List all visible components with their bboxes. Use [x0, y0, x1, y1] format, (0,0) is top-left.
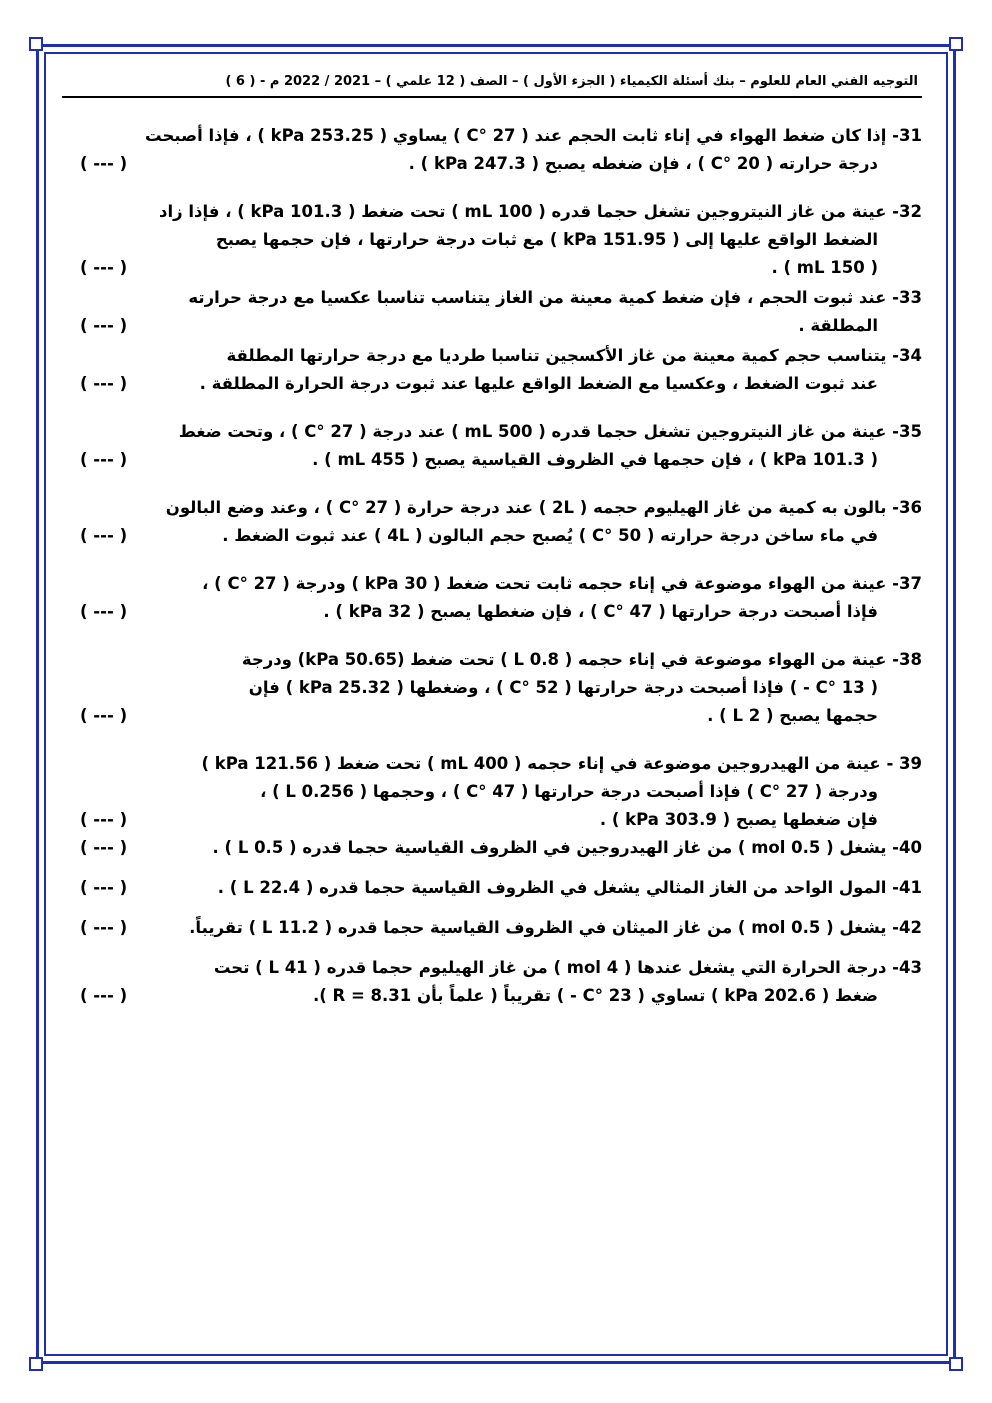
question-line: فإذا أصبحت درجة حرارتها ( 47 °C ) ، فإن ضغطها يصبح ( 32 kPa ) .: [323, 602, 878, 621]
question-line: عند ثبوت الضغط ، وعكسيا مع الضغط الواقع عليها عند ثبوت درجة الحرارة المطلقة .: [199, 374, 878, 393]
question-36: [62, 494, 922, 550]
question-list: [62, 122, 922, 1010]
question-line: في ماء ساخن درجة حرارته ( 50 °C ) يُصبح حجم البالون ( 4L ) عند ثبوت الضغط .: [222, 526, 878, 545]
answer-blank[interactable]: ( --- ): [80, 918, 128, 937]
question-line: ( 13 °C - ) فإذا أصبحت درجة حرارتها ( 52 °C ) ، وضغطها ( 25.32 kPa ) فإن: [248, 678, 878, 697]
border-corner-ornament: [949, 37, 963, 51]
question-35: [62, 418, 922, 474]
question-34: [62, 342, 922, 398]
answer-blank[interactable]: ( --- ): [80, 878, 128, 897]
border-corner-ornament: [29, 1357, 43, 1371]
question-line: 33- عند ثبوت الحجم ، فإن ضغط كمية معينة من الغاز يتناسب تناسبا عكسيا مع درجة حرارته: [188, 288, 922, 307]
question-line: المطلقة .: [798, 316, 878, 335]
answer-blank[interactable]: ( --- ): [80, 986, 128, 1005]
question-line: 31- إذا كان ضغط الهواء في إناء ثابت الحجم عند ( 27 °C ) يساوي ( 253.25 kPa ) ، فإذا أصبحت: [145, 126, 922, 145]
question-line: 32- عينة من غاز النيتروجين تشغل حجما قدره ( 100 mL ) تحت ضغط ( 101.3 kPa ) ، فإذا زاد: [158, 202, 922, 221]
answer-blank[interactable]: ( --- ): [80, 154, 128, 173]
question-38: [62, 646, 922, 730]
border-corner-ornament: [949, 1357, 963, 1371]
question-line: ( 101.3 kPa ) ، فإن حجمها في الظروف القياسية يصبح ( 455 mL ) .: [312, 450, 878, 469]
question-line: حجمها يصبح ( 2 L ) .: [707, 706, 878, 725]
question-line: ضغط ( 202.6 kPa ) تساوي ( 23 °C - ) تقريباً ( علماً بأن R = 8.31 ).: [312, 986, 878, 1005]
answer-blank[interactable]: ( --- ): [80, 838, 128, 857]
page-header: التوجيه الفني العام للعلوم – بنك أسئلة الكيمياء ( الجزء الأول ) – الصف ( 12 علمي ) – 2021 / 2022 م - ( 6 ): [225, 74, 918, 89]
question-40: [62, 834, 922, 862]
question-line: 40- يشغل ( 0.5 mol ) من غاز الهيدروجين في الظروف القياسية حجما قدره ( 0.5 L ) .: [212, 838, 922, 857]
question-33: [62, 284, 922, 340]
question-line: 37- عينة من الهواء موضوعة في إناء حجمه ثابت تحت ضغط ( 30 kPa ) ودرجة ( 27 °C ) ،: [202, 574, 922, 593]
answer-blank[interactable]: ( --- ): [80, 450, 128, 469]
question-line: 34- يتناسب حجم كمية معينة من غاز الأكسجين تناسبا طرديا مع درجة حرارتها المطلقة: [226, 346, 922, 365]
answer-blank[interactable]: ( --- ): [80, 374, 128, 393]
question-line: 43- درجة الحرارة التي يشغل عندها ( 4 mol ) من غاز الهيليوم حجما قدره ( 41 L ) تحت: [213, 958, 922, 977]
question-43: [62, 954, 922, 1010]
border-corner-ornament: [29, 37, 43, 51]
question-line: 35- عينة من غاز النيتروجين تشغل حجما قدره ( 500 mL ) عند درجة ( 27 °C ) ، وتحت ضغط: [178, 422, 922, 441]
question-line: درجة حرارته ( 20 °C ) ، فإن ضغطه يصبح ( 247.3 kPa ) .: [408, 154, 878, 173]
question-line: 36- بالون به كمية من غاز الهيليوم حجمه ( 2L ) عند درجة حرارة ( 27 °C ) ، وعند وضع البالون: [165, 498, 922, 517]
question-line: ( 150 mL ) .: [771, 258, 878, 277]
question-42: [62, 914, 922, 942]
question-line: ودرجة ( 27 °C ) فإذا أصبحت درجة حرارتها ( 47 °C ) ، وحجمها ( 0.256 L ) ،: [260, 782, 878, 801]
question-line: 39 - عينة من الهيدروجين موضوعة في إناء حجمه ( 400 mL ) تحت ضغط ( 121.56 kPa ): [201, 754, 922, 773]
question-line: 38- عينة من الهواء موضوعة في إناء حجمه ( 0.8 L ) تحت ضغط (50.65 kPa) ودرجة: [241, 650, 922, 669]
answer-blank[interactable]: ( --- ): [80, 316, 128, 335]
question-line: فإن ضغطها يصبح ( 303.9 kPa ) .: [599, 810, 878, 829]
question-37: [62, 570, 922, 626]
header-underline: [62, 96, 922, 98]
answer-blank[interactable]: ( --- ): [80, 258, 128, 277]
answer-blank[interactable]: ( --- ): [80, 526, 128, 545]
answer-blank[interactable]: ( --- ): [80, 706, 128, 725]
answer-blank[interactable]: ( --- ): [80, 810, 128, 829]
question-31: [62, 122, 922, 178]
question-line: 42- يشغل ( 0.5 mol ) من غاز الميثان في الظروف القياسية حجما قدره ( 11.2 L ) تقريباً.: [189, 918, 922, 937]
answer-blank[interactable]: ( --- ): [80, 602, 128, 621]
question-39: [62, 750, 922, 834]
question-line: 41- المول الواحد من الغاز المثالي يشغل في الظروف القياسية حجما قدره ( 22.4 L ) .: [217, 878, 922, 897]
question-line: الضغط الواقع عليها إلى ( 151.95 kPa ) مع ثبات درجة حرارتها ، فإن حجمها يصبح: [215, 230, 878, 249]
question-32: [62, 198, 922, 282]
question-41: [62, 874, 922, 902]
